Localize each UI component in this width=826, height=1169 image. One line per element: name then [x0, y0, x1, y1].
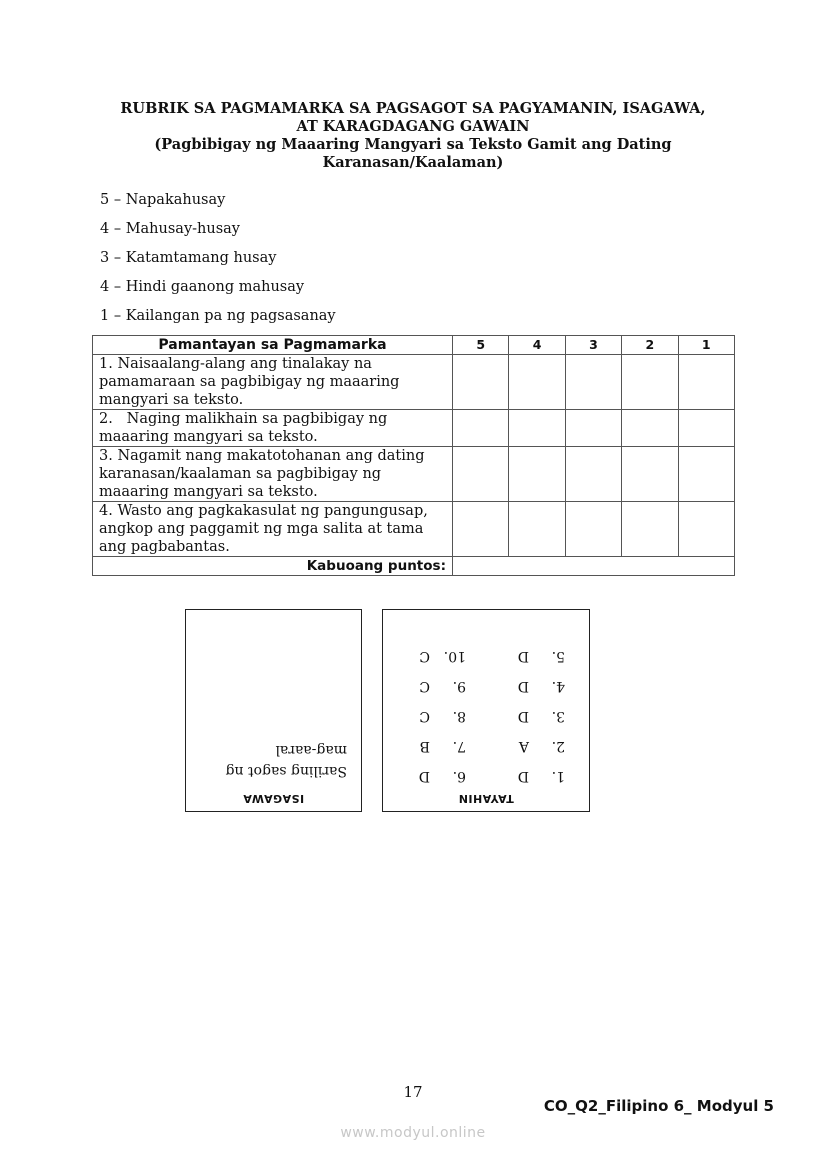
title-line-2: AT KARAGDAGANG GAWAIN [296, 118, 530, 135]
score-cell [509, 355, 565, 410]
isagawa-rotated-content [186, 610, 361, 811]
table-row [93, 410, 735, 447]
total-label: Kabuoang puntos: [93, 557, 453, 576]
score-header-3: 3 [565, 336, 621, 355]
tayahin-title: TAYAHIN [458, 792, 514, 805]
title-line-1: RUBRIK SA PAGMAMARKA SA PAGSAGOT SA PAGYAMANIN, ISAGAWA, [120, 100, 706, 117]
isagawa-line: Sariling sagot ng [225, 763, 347, 779]
subtitle-line-1: (Pagbibigay ng Maaaring Mangyari sa Teksto Gamit ang Dating [154, 136, 672, 153]
rubric-table [92, 335, 735, 576]
total-row [93, 557, 735, 576]
score-cell [565, 410, 621, 447]
criterion-line: mangyari sa teksto. [99, 392, 244, 408]
score-cell [509, 410, 565, 447]
score-cell [565, 447, 621, 502]
score-cell [622, 355, 678, 410]
criterion-line: maaaring mangyari sa teksto. [99, 484, 318, 500]
score-cell [509, 502, 565, 557]
score-cell [452, 410, 508, 447]
list-item: 1.D [517, 768, 565, 784]
list-item: 10.C [419, 648, 466, 664]
score-cell [678, 355, 734, 410]
score-cell [452, 355, 508, 410]
criterion-line: 2. Naging malikhain sa pagbibigay ng [99, 411, 388, 427]
table-row [93, 502, 735, 557]
criterion-3 [93, 447, 453, 502]
score-header-2: 2 [622, 336, 678, 355]
score-cell [622, 447, 678, 502]
isagawa-answer [226, 739, 347, 781]
score-cell [452, 447, 508, 502]
score-cell [452, 502, 508, 557]
score-header-1: 1 [678, 336, 734, 355]
criterion-line: ang pagbabantas. [99, 539, 230, 555]
score-cell [565, 502, 621, 557]
score-cell [622, 410, 678, 447]
list-item: 4.D [517, 678, 565, 694]
list-item: 6.D [418, 768, 466, 784]
score-cell [678, 410, 734, 447]
tayahin-rotated-content [383, 610, 589, 811]
criterion-2 [93, 410, 453, 447]
scale-item: 5 – Napakahusay [100, 192, 226, 208]
criteria-header: Pamantayan sa Pagmamarka [93, 336, 453, 355]
score-cell [678, 447, 734, 502]
answer-column-2 [419, 641, 466, 791]
score-cell [678, 502, 734, 557]
score-header-4: 4 [509, 336, 565, 355]
criterion-4 [93, 502, 453, 557]
criterion-line: angkop ang paggamit ng mga salita at tama [99, 521, 424, 537]
scale-item: 1 – Kailangan pa ng pagsasanay [100, 308, 336, 324]
rating-scale [100, 189, 336, 334]
criterion-line: 1. Naisaalang-alang ang tinalakay na [99, 356, 372, 372]
rubric-header-row [93, 336, 735, 355]
list-item: 9.C [419, 678, 466, 694]
scale-item: 3 – Katamtamang husay [100, 250, 277, 266]
list-item: 8.C [419, 708, 466, 724]
module-footer: CO_Q2_Filipino 6_ Modyul 5 [543, 1097, 774, 1115]
criterion-1 [93, 355, 453, 410]
scale-item: 4 – Hindi gaanong mahusay [100, 279, 305, 295]
total-score-cell [452, 557, 734, 576]
list-item: 5.D [517, 648, 565, 664]
table-row [93, 355, 735, 410]
criterion-line: pamamaraan sa pagbibigay ng maaaring [99, 374, 400, 390]
criterion-line: 4. Wasto ang pagkakasulat ng pangungusap, [99, 503, 428, 519]
score-header-5: 5 [452, 336, 508, 355]
document-title [92, 100, 734, 172]
scale-item: 4 – Mahusay-husay [100, 221, 240, 237]
isagawa-answer-box [185, 609, 362, 812]
score-cell [622, 502, 678, 557]
list-item: 7.B [419, 738, 466, 754]
criterion-line: maaaring mangyari sa teksto. [99, 429, 318, 445]
answer-column-1 [518, 641, 565, 791]
score-cell [509, 447, 565, 502]
page-number: 17 [403, 1083, 423, 1101]
list-item: 3.D [517, 708, 565, 724]
isagawa-title: ISAGAWA [242, 792, 305, 805]
watermark: www.modyul.online [340, 1125, 486, 1141]
tayahin-answer-box [382, 609, 590, 812]
criterion-line: karanasan/kaalaman sa pagbibigay ng [99, 466, 382, 482]
list-item: 2.A [518, 738, 565, 754]
criterion-line: 3. Nagamit nang makatotohanan ang dating [99, 448, 425, 464]
score-cell [565, 355, 621, 410]
table-row [93, 447, 735, 502]
subtitle-line-2: Karanasan/Kaalaman) [322, 154, 504, 171]
isagawa-line: mag-aaral [275, 742, 347, 758]
